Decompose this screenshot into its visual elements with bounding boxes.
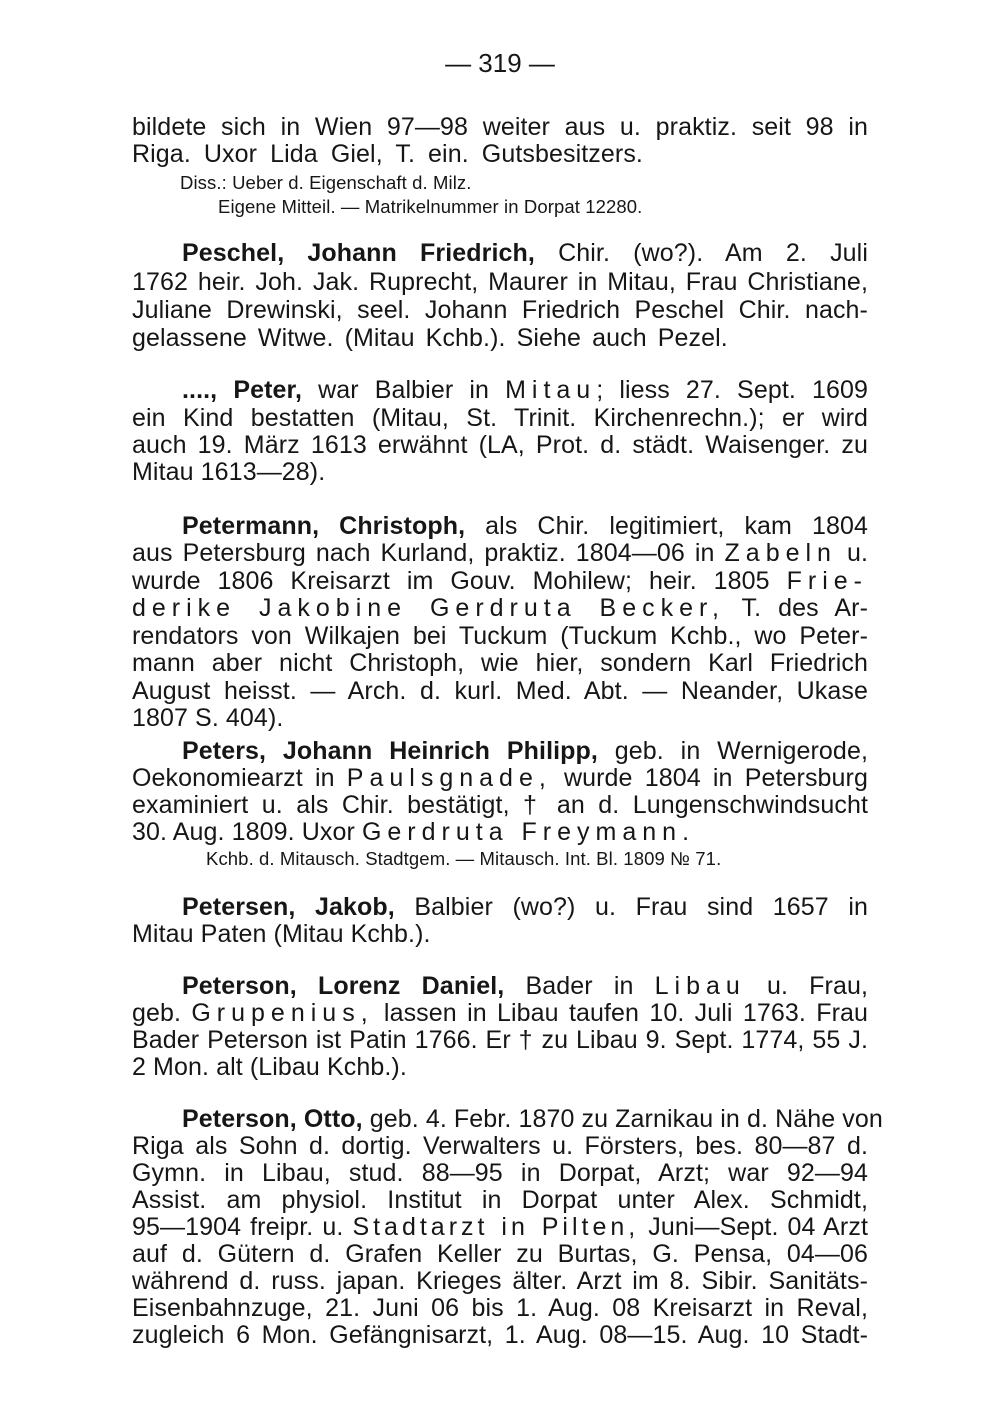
entry-line: Assist. am physiol. Institut in Dorpat unter Alex. Schmidt, (132, 1186, 868, 1214)
entry-heading-peterson-lorenz (182, 971, 868, 1001)
entry-text: 95—1904 freipr. u. (132, 1213, 344, 1241)
person-name: Frie- (786, 567, 868, 595)
entry-line (132, 763, 868, 793)
entry-text: wurde 1804 in Petersburg (563, 764, 868, 792)
entry-text: Bader in (525, 972, 634, 1000)
entry-text: Oekonomiearzt in (132, 764, 335, 792)
entry-line: 1762 heir. Joh. Jak. Ruprecht, Maurer in Mitau, Frau Christiane, (132, 268, 868, 296)
entry-text: u. (846, 539, 869, 567)
entry-text: geb. 4. Febr. 1870 zu Zarnikau in d. Nähe von (369, 1105, 883, 1133)
entry-note: Kchb. d. Mitausch. Stadtgem. — Mitausch. Int. Bl. 1809 № 71. (206, 848, 722, 869)
entry-name: Petersen, Jakob, (182, 893, 395, 921)
intro-line-1: bildete sich in Wien 97—98 weiter aus u. praktiz. seit 98 in (132, 113, 868, 141)
entry-heading-petersen (182, 892, 868, 922)
place-name: Paulsgnade, (346, 764, 552, 792)
entry-heading-petermann (182, 511, 868, 541)
entry-line: 1807 S. 404). (132, 704, 284, 732)
intro-line-2: Riga. Uxor Lida Giel, T. ein. Gutsbesitzers. (132, 140, 643, 168)
entry-line: zugleich 6 Mon. Gefängnisarzt, 1. Aug. 08—15. Aug. 10 Stadt- (132, 1321, 868, 1349)
entry-line: Juliane Drewinski, seel. Johann Friedrich Peschel Chir. nach- (132, 296, 868, 324)
entry-heading-peschel (182, 238, 868, 268)
entry-line: rendators von Wilkajen bei Tuckum (Tuckum Kchb., wo Peter- (132, 622, 868, 650)
entry-line: auf d. Gütern d. Grafen Keller zu Burtas, G. Pensa, 04—06 (132, 1240, 868, 1268)
intro-note-2: Eigene Mitteil. — Matrikelnummer in Dorpat 12280. (218, 196, 643, 217)
entry-line: Mitau 1613—28). (132, 458, 326, 486)
entry-text: Chir. (wo?). Am 2. Juli (558, 239, 868, 267)
entry-name: Peterson, Otto, (182, 1105, 363, 1133)
entry-line: während d. russ. japan. Krieges älter. Arzt im 8. Sibir. Sanitäts- (132, 1267, 868, 1295)
entry-text: Balbier (wo?) u. Frau sind 1657 in (414, 893, 868, 921)
entry-line: Eisenbahnzuge, 21. Juni 06 bis 1. Aug. 08 Kreisarzt in Reval, (132, 1294, 868, 1322)
entry-line (132, 998, 868, 1028)
entry-text: ; liess 27. Sept. 1609 (596, 376, 869, 404)
place-name: Stadtarzt in Pilten, (352, 1213, 640, 1241)
entry-line (132, 566, 868, 596)
entry-line (132, 593, 868, 623)
intro-note-1: Diss.: Ueber d. Eigenschaft d. Milz. (180, 172, 472, 193)
entry-line: Bader Peterson ist Patin 1766. Er † zu Libau 9. Sept. 1774, 55 J. (132, 1026, 868, 1054)
entry-text: lassen in Libau taufen 10. Juli 1763. Frau (383, 999, 869, 1027)
entry-line: Riga als Sohn d. dortig. Verwalters u. Försters, bes. 80—87 d. (132, 1132, 868, 1160)
entry-text: 30. Aug. 1809. Uxor (132, 818, 355, 846)
entry-line: examiniert u. als Chir. bestätigt, † an d. Lungenschwindsucht (132, 791, 868, 819)
entry-name: Petermann, Christoph, (182, 512, 466, 540)
entry-text: aus Petersburg nach Kurland, praktiz. 1804—06 in (132, 539, 715, 567)
entry-line (132, 817, 868, 847)
entry-line: Mitau Paten (Mitau Kchb.). (132, 920, 431, 948)
entry-line: gelassene Witwe. (Mitau Kchb.). Siehe auch Pezel. (132, 324, 728, 352)
entry-line: auch 19. März 1613 erwähnt (LA, Prot. d. städt. Waisenger. zu (132, 431, 868, 459)
place-name: Mitau (505, 376, 597, 404)
entry-text: als Chir. legitimiert, kam 1804 (485, 512, 868, 540)
entry-text: T. des Ar- (741, 594, 868, 622)
entry-heading-peter (182, 375, 868, 405)
entry-line: August heisst. — Arch. d. kurl. Med. Abt. — Neander, Ukase (132, 677, 868, 705)
entry-prefix: ...., (182, 376, 218, 404)
entry-line: mann aber nicht Christoph, wie hier, sondern Karl Friedrich (132, 649, 868, 677)
person-name: Gerdruta Freymann. (361, 818, 696, 846)
place-name: Libau (654, 972, 746, 1000)
entry-name: Peters, Johann Heinrich Philipp, (182, 737, 598, 765)
entry-text: geb. (132, 999, 182, 1027)
entry-line: ein Kind bestatten (Mitau, St. Trinit. Kirchenrechn.); er wird (132, 404, 868, 432)
entry-heading-peterson-otto (182, 1104, 883, 1134)
person-name: Grupenius, (191, 999, 374, 1027)
entry-name: Peterson, Lorenz Daniel, (182, 972, 505, 1000)
entry-text: Juni—Sept. 04 Arzt (648, 1213, 868, 1241)
entry-text: u. Frau, (766, 972, 869, 1000)
entry-line (132, 538, 868, 568)
entry-line: 2 Mon. alt (Libau Kchb.). (132, 1053, 407, 1081)
place-name: Zabeln (724, 539, 837, 567)
entry-line: Gymn. in Libau, stud. 88—95 in Dorpat, Arzt; war 92—94 (132, 1159, 868, 1187)
page-number: — 319 — (445, 48, 555, 78)
person-name: derike Jakobine Gerdruta Becker, (132, 594, 725, 622)
entry-text: wurde 1806 Kreisarzt im Gouv. Mohilew; heir. 1805 (132, 567, 770, 595)
entry-name: Peter, (233, 376, 303, 404)
entry-line (132, 1212, 868, 1242)
entry-heading-peters (182, 736, 868, 766)
entry-name: Peschel, Johann Friedrich, (182, 239, 535, 267)
entry-text: war Balbier in (318, 376, 489, 404)
entry-text: geb. in Wernigerode, (614, 737, 868, 765)
